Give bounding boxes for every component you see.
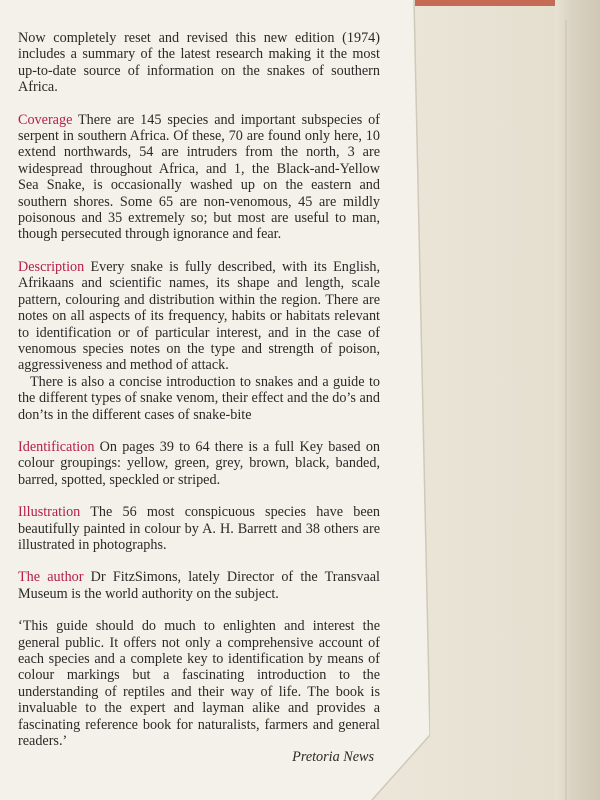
- flap-text: [18, 30, 380, 780]
- coverage-heading: Coverage: [18, 111, 73, 128]
- illustration-section: [18, 504, 380, 553]
- review-quote: [18, 618, 380, 766]
- book-inner-shadow: [555, 0, 600, 800]
- illustration-text: The 56 most conspicuous species have been beautifully painted in colour by A. H. Barrett and 38 others are illustrated in photographs.: [18, 504, 381, 553]
- identification-heading: Identification: [18, 438, 95, 455]
- intro-paragraph: [18, 30, 380, 96]
- description-section: [18, 259, 380, 423]
- coverage-section: [18, 112, 380, 243]
- intro-text: Now completely reset and revised this new edition (1974) includes a summary of the latest research making it the most up-to-date source of information on the snakes of southern Africa.: [18, 30, 380, 96]
- book-spine-edge: [415, 0, 565, 6]
- description-heading: Description: [18, 258, 85, 275]
- author-text: Dr FitzSimons, lately Director of the Transvaal Museum is the world authority on the subject.: [18, 569, 380, 602]
- description-text-2: There is also a concise introduction to snakes and a guide to the different types of snake venom, their effect and the do’s and don’ts in the different cases of snake-bite: [18, 373, 380, 423]
- quote-text: ‘This guide should do much to enlighten and interest the general public. It offers not only a comprehensive account of each species and a complete key to identification by means of colour markings but a fascinating introduction to the understanding of reptiles and their way of life. The book is invaluable to the expert and layman alike and provides a fascinating reference book for naturalists, farmers and general readers.’: [18, 618, 380, 750]
- author-heading: The author: [18, 569, 84, 586]
- book-crease: [565, 20, 567, 800]
- identification-text: On pages 39 to 64 there is a full Key based on colour groupings: yellow, green, grey, brown, black, banded, barred, spotted, speckled or striped.: [18, 438, 381, 488]
- quote-source: Pretoria News: [292, 749, 374, 766]
- author-section: [18, 569, 380, 602]
- illustration-heading: Illustration: [18, 504, 81, 521]
- coverage-text: There are 145 species and important subspecies of serpent in southern Africa. Of these, 70 are found only here, 10 extend northwards, 54 are intruders from the north, 3 are widespread throughout Africa, and 1, the Black-and-Yellow Sea Snake, is occasionally washed up on the eastern and southern shores. Some 65 are non-venomous, 45 are mildly poisonous and 35 extremely so; but most are useful to man, though persecuted through ignorance and fear.: [18, 111, 381, 243]
- description-text: Every snake is fully described, with its English, Afrikaans and scientific names, its shape and length, scale pattern, colouring and distribution within the region. There are notes on all aspects of its frequency, habits or habitats relevant to identification or of particular interest, and in the case of venomous species notes on the type and strength of poison, aggressiveness and method of attack.: [18, 258, 381, 374]
- identification-section: [18, 439, 380, 488]
